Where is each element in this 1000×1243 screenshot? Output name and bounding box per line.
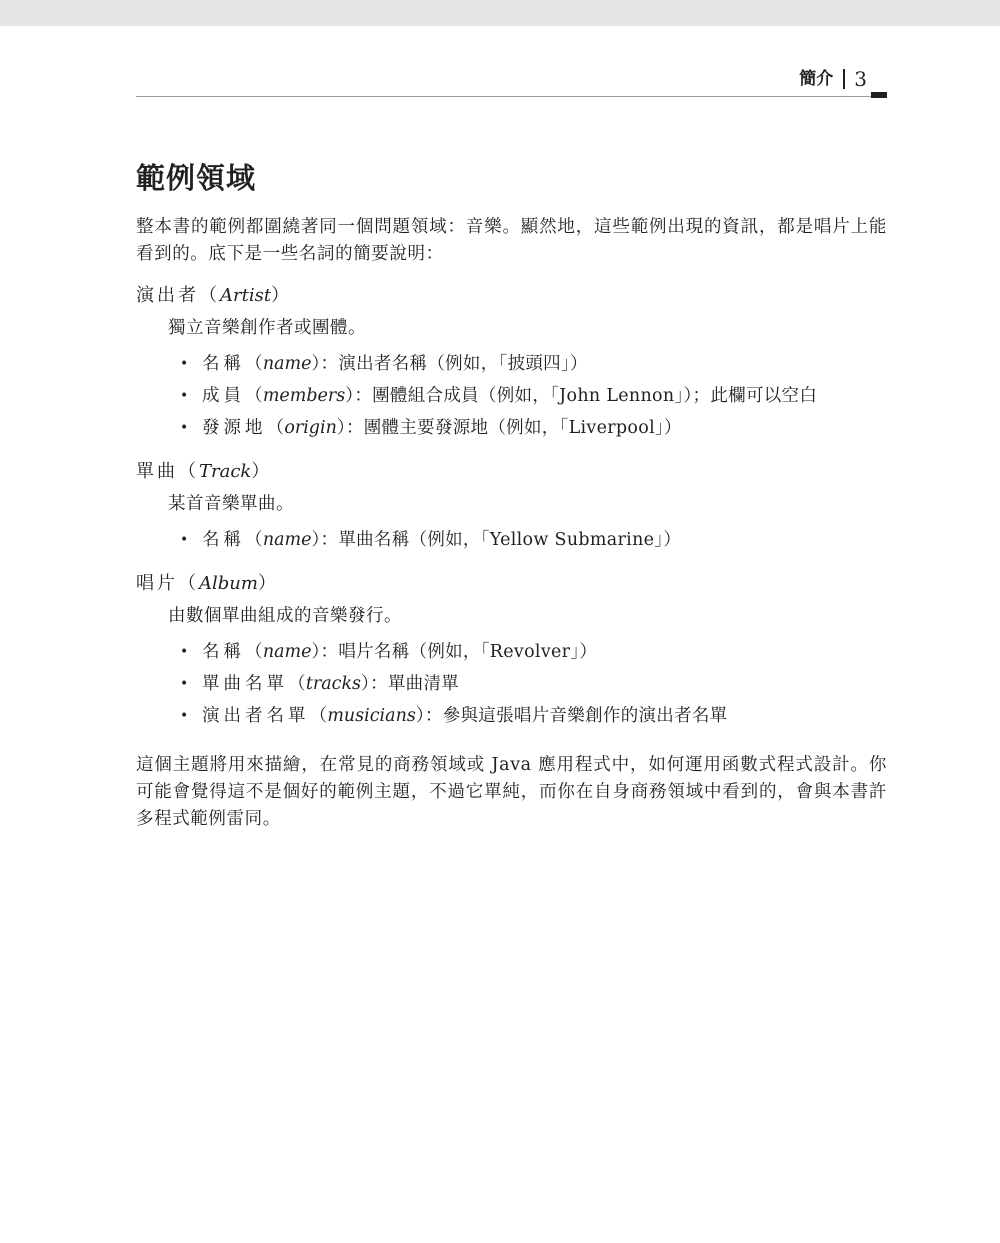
bullet-icon: • [180, 388, 189, 404]
attribute-key: tracks [305, 674, 362, 694]
bullet-icon: • [180, 708, 189, 724]
page-number: 3 [854, 67, 867, 91]
attribute-name: 單曲名單 [202, 674, 288, 694]
attribute-name: 名稱 [202, 530, 245, 550]
bullet-icon: • [180, 532, 189, 548]
term-heading: 唱片（Album） [136, 573, 279, 594]
term-description: 獨立音樂創作者或團體。 [168, 318, 366, 338]
attribute-item: • 單曲名單（tracks）：單曲清單 [180, 668, 887, 700]
page-body [136, 156, 887, 833]
term-name: 唱片 [136, 573, 178, 594]
bullet-icon: • [180, 420, 189, 436]
attribute-key: name [262, 354, 312, 374]
attribute-text: ）：團體組合成員（例如，「John Lennon」）；此欄可以空白 [345, 386, 818, 406]
chapter-name: 簡介 [799, 69, 834, 89]
attribute-item: • 名稱（name）：單曲名稱（例如，「Yellow Submarine」） [180, 524, 887, 556]
attribute-item: • 名稱（name）：演出者名稱（例如，「披頭四」） [180, 348, 887, 380]
attribute-name: 名稱 [202, 642, 245, 662]
attribute-text: ）：單曲名稱（例如，「Yellow Submarine」） [311, 530, 682, 550]
term-english: Album [199, 573, 258, 594]
term-name: 單曲 [136, 461, 178, 482]
header-separator [843, 69, 845, 89]
term-heading: 單曲（Track） [136, 461, 273, 482]
attribute-key: name [262, 530, 312, 550]
bullet-icon: • [180, 644, 189, 660]
attribute-text: ）：參與這張唱片音樂創作的演出者名單 [415, 706, 728, 726]
attribute-key: name [262, 642, 312, 662]
attribute-name: 演出者名單 [202, 706, 310, 726]
attribute-item: • 名稱（name）：唱片名稱（例如，「Revolver」） [180, 636, 887, 668]
attribute-key: origin [284, 418, 337, 438]
intro-paragraph: 整本書的範例都圍繞著同一個問題領域：音樂。顯然地，這些範例出現的資訊，都是唱片上能看到的。底下是一些名詞的簡要說明： [136, 217, 887, 264]
attribute-item: • 演出者名單（musicians）：參與這張唱片音樂創作的演出者名單 [180, 700, 887, 732]
attribute-key: musicians [327, 706, 416, 726]
header-rule [136, 96, 887, 97]
attribute-name: 名稱 [202, 354, 245, 374]
term-english: Artist [220, 285, 272, 306]
term-description: 由數個單曲組成的音樂發行。 [168, 606, 402, 626]
term-heading: 演出者（Artist） [136, 285, 293, 306]
attribute-item: • 成員（members）：團體組合成員（例如，「John Lennon」）；此欄可以空白 [180, 380, 887, 412]
header-marker [871, 92, 887, 98]
attribute-text: ）：團體主要發源地（例如，「Liverpool」） [336, 418, 682, 438]
bullet-icon: • [180, 356, 189, 372]
attribute-list [136, 348, 887, 444]
term-description: 某首音樂單曲。 [168, 494, 294, 514]
section-title: 範例領域 [136, 161, 257, 195]
attribute-text: ）：唱片名稱（例如，「Revolver」） [311, 642, 598, 662]
top-margin-band [0, 0, 1000, 26]
attribute-item: • 發源地（origin）：團體主要發源地（例如，「Liverpool」） [180, 412, 887, 444]
bullet-icon: • [180, 676, 189, 692]
term-english: Track [199, 461, 252, 482]
attribute-text: ）：演出者名稱（例如，「披頭四」） [311, 354, 588, 374]
attribute-text: ）：單曲清單 [361, 674, 460, 694]
attribute-list [136, 524, 887, 556]
attribute-list [136, 636, 887, 732]
attribute-key: members [262, 386, 346, 406]
attribute-name: 發源地 [202, 418, 267, 438]
running-header [799, 66, 867, 92]
term-name: 演出者 [136, 285, 199, 306]
attribute-name: 成員 [202, 386, 245, 406]
closing-paragraph: 這個主題將用來描繪，在常見的商務領域或 Java 應用程式中，如何運用函數式程式設計。你可能會覺得這不是個好的範例主題，不過它單純，而你在自身商務領域中看到的，會與本書許多程式範例雷同。 [136, 755, 887, 829]
